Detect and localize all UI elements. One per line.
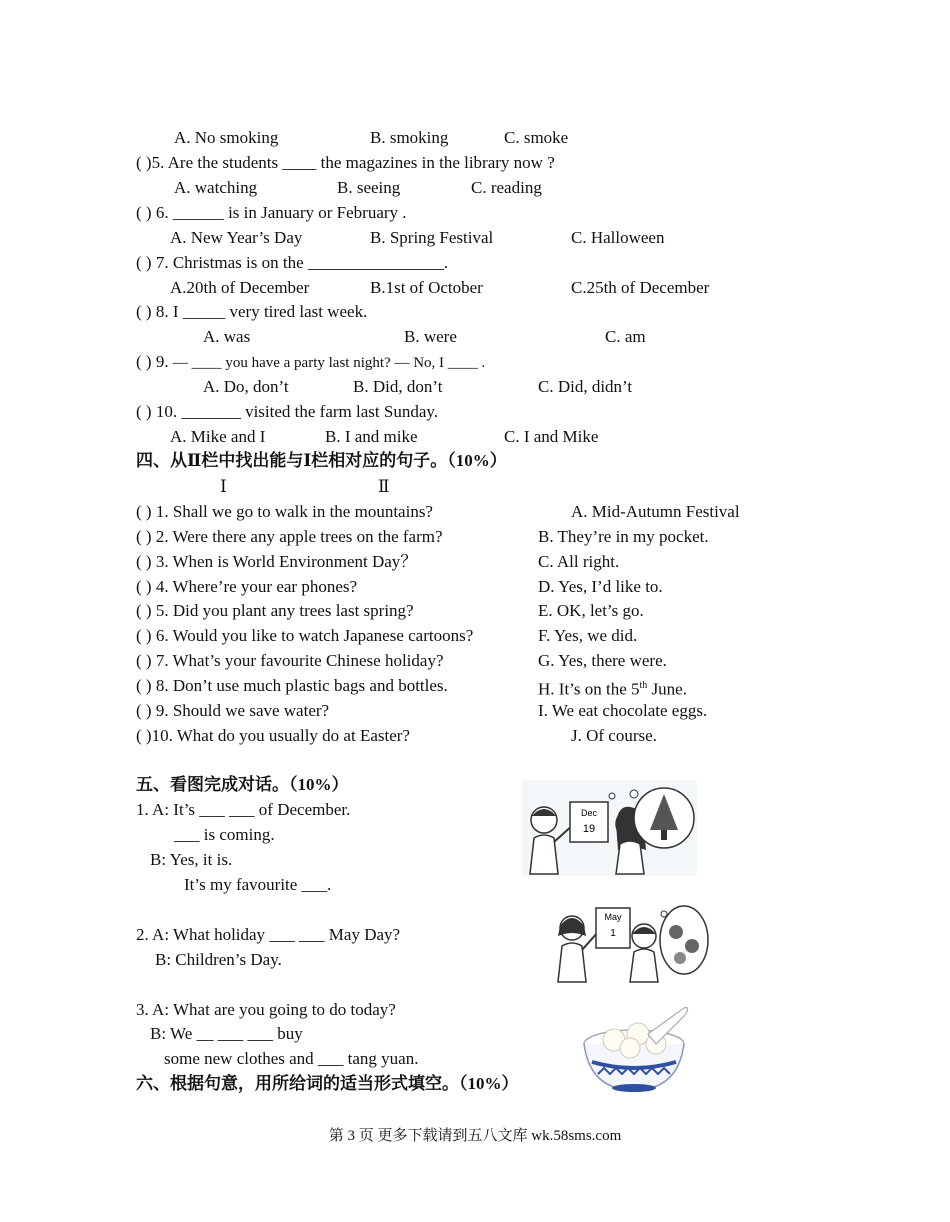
dialog3-line2: B: We __ ___ ___ buy — [150, 1024, 303, 1043]
q9-option-b: B. Did, don’t — [353, 377, 443, 396]
christmas-calendar-picture — [522, 780, 697, 876]
q5-option-b: B. seeing — [337, 178, 401, 197]
column-2-label: Ⅱ — [378, 477, 390, 496]
page-footer: 第 3 页 更多下载请到五八文库 wk.58sms.com — [328, 1128, 622, 1144]
q9-number: ( ) 9. — [136, 352, 173, 371]
dialog1-line4: It’s my favourite ___. — [184, 875, 332, 894]
q7-question: ( ) 7. Christmas is on the ________________. — [136, 253, 449, 272]
match-left-3: ( ) 3. When is World Environment Day？ — [136, 552, 418, 571]
match-right-h-end: June. — [647, 679, 687, 699]
calendar1-month: Dec — [580, 808, 598, 818]
dialog1-line2: ___ is coming. — [174, 825, 275, 844]
q7-option-c: C.25th of December — [571, 278, 710, 297]
match-right-d: D. Yes, I’d like to. — [538, 577, 663, 596]
calendar2-month: May — [604, 912, 622, 922]
match-left-4: ( ) 4. Where’re your ear phones? — [136, 577, 358, 596]
q9-option-a: A. Do, don’t — [203, 377, 289, 396]
match-right-b: B. They’re in my pocket. — [538, 527, 709, 546]
q8-option-b: B. were — [404, 327, 457, 346]
match-left-1: ( ) 1. Shall we go to walk in the mountains? — [136, 502, 433, 521]
q6-option-b: B. Spring Festival — [370, 228, 494, 247]
may-day-calendar-picture — [552, 902, 710, 984]
q7-option-a: A.20th of December — [170, 278, 310, 297]
q10-option-a: A. Mike and I — [170, 427, 266, 446]
dialog1-line1: 1. A: It’s ___ ___ of December. — [136, 800, 351, 819]
q4-option-a: A. No smoking — [174, 128, 279, 147]
tang-yuan-bowl-picture — [580, 1004, 692, 1094]
q5-question: ( )5. Are the students ____ the magazines in the library now ? — [136, 153, 555, 172]
match-right-f: F. Yes, we did. — [538, 626, 638, 645]
q10-question: ( ) 10. _______ visited the farm last Sunday. — [136, 402, 439, 421]
match-left-7: ( ) 7. What’s your favourite Chinese holiday? — [136, 651, 444, 670]
match-right-g: G. Yes, there were. — [538, 651, 667, 670]
q8-question: ( ) 8. I _____ very tired last week. — [136, 302, 368, 321]
q5-option-a: A. watching — [174, 178, 258, 197]
match-left-9: ( ) 9. Should we save water? — [136, 701, 330, 720]
match-right-i: I. We eat chocolate eggs. — [538, 701, 708, 720]
match-right-j: J. Of course. — [571, 726, 657, 745]
q4-option-c: C. smoke — [504, 128, 569, 147]
dialog1-line3: B: Yes, it is. — [150, 850, 233, 869]
match-right-h — [538, 676, 687, 700]
dialog2-line1: 2. A: What holiday ___ ___ May Day? — [136, 925, 401, 944]
q6-option-a: A. New Year’s Day — [170, 228, 303, 247]
q9-question — [136, 352, 485, 373]
match-right-e: E. OK, let’s go. — [538, 601, 644, 620]
dialog3-line1: 3. A: What are you going to do today? — [136, 1000, 396, 1019]
dialog3-line3: some new clothes and ___ tang yuan. — [164, 1049, 419, 1068]
q9-option-c: C. Did, didn’t — [538, 377, 633, 396]
match-left-2: ( ) 2. Were there any apple trees on the farm? — [136, 527, 443, 546]
match-right-c: C. All right. — [538, 552, 620, 571]
q8-option-a: A. was — [203, 327, 251, 346]
q6-question: ( ) 6. ______ is in January or February . — [136, 203, 407, 222]
q7-option-b: B.1st of October — [370, 278, 483, 297]
calendar2-day: 1 — [610, 928, 616, 939]
part4-heading: 四、从Ⅱ栏中找出能与Ⅰ栏相对应的句子。（10%） — [136, 451, 507, 470]
q9-text: — ____ you have a party last night? — No, I ____ . — [172, 355, 486, 371]
part5-heading: 五、看图完成对话。（10%） — [136, 775, 349, 794]
match-left-5: ( ) 5. Did you plant any trees last spring? — [136, 601, 414, 620]
column-1-label: Ⅰ — [220, 477, 227, 496]
match-left-6: ( ) 6. Would you like to watch Japanese cartoons? — [136, 626, 474, 645]
match-left-10: ( )10. What do you usually do at Easter? — [136, 726, 410, 745]
q6-option-c: C. Halloween — [571, 228, 665, 247]
part6-heading: 六、根据句意，用所给词的适当形式填空。（10%） — [136, 1074, 519, 1093]
q8-option-c: C. am — [605, 327, 646, 346]
match-left-8: ( ) 8. Don’t use much plastic bags and bottles. — [136, 676, 448, 695]
match-right-a: A. Mid-Autumn Festival — [571, 502, 740, 521]
calendar1-day: 19 — [582, 823, 596, 835]
q5-option-c: C. reading — [471, 178, 542, 197]
q4-option-b: B. smoking — [370, 128, 449, 147]
q10-option-b: B. I and mike — [325, 427, 418, 446]
match-right-h-text: H. It’s on the 5 — [538, 679, 640, 699]
match-right-h-sup: th — [639, 680, 648, 691]
q10-option-c: C. I and Mike — [504, 427, 599, 446]
dialog2-line2: B: Children’s Day. — [155, 950, 282, 969]
